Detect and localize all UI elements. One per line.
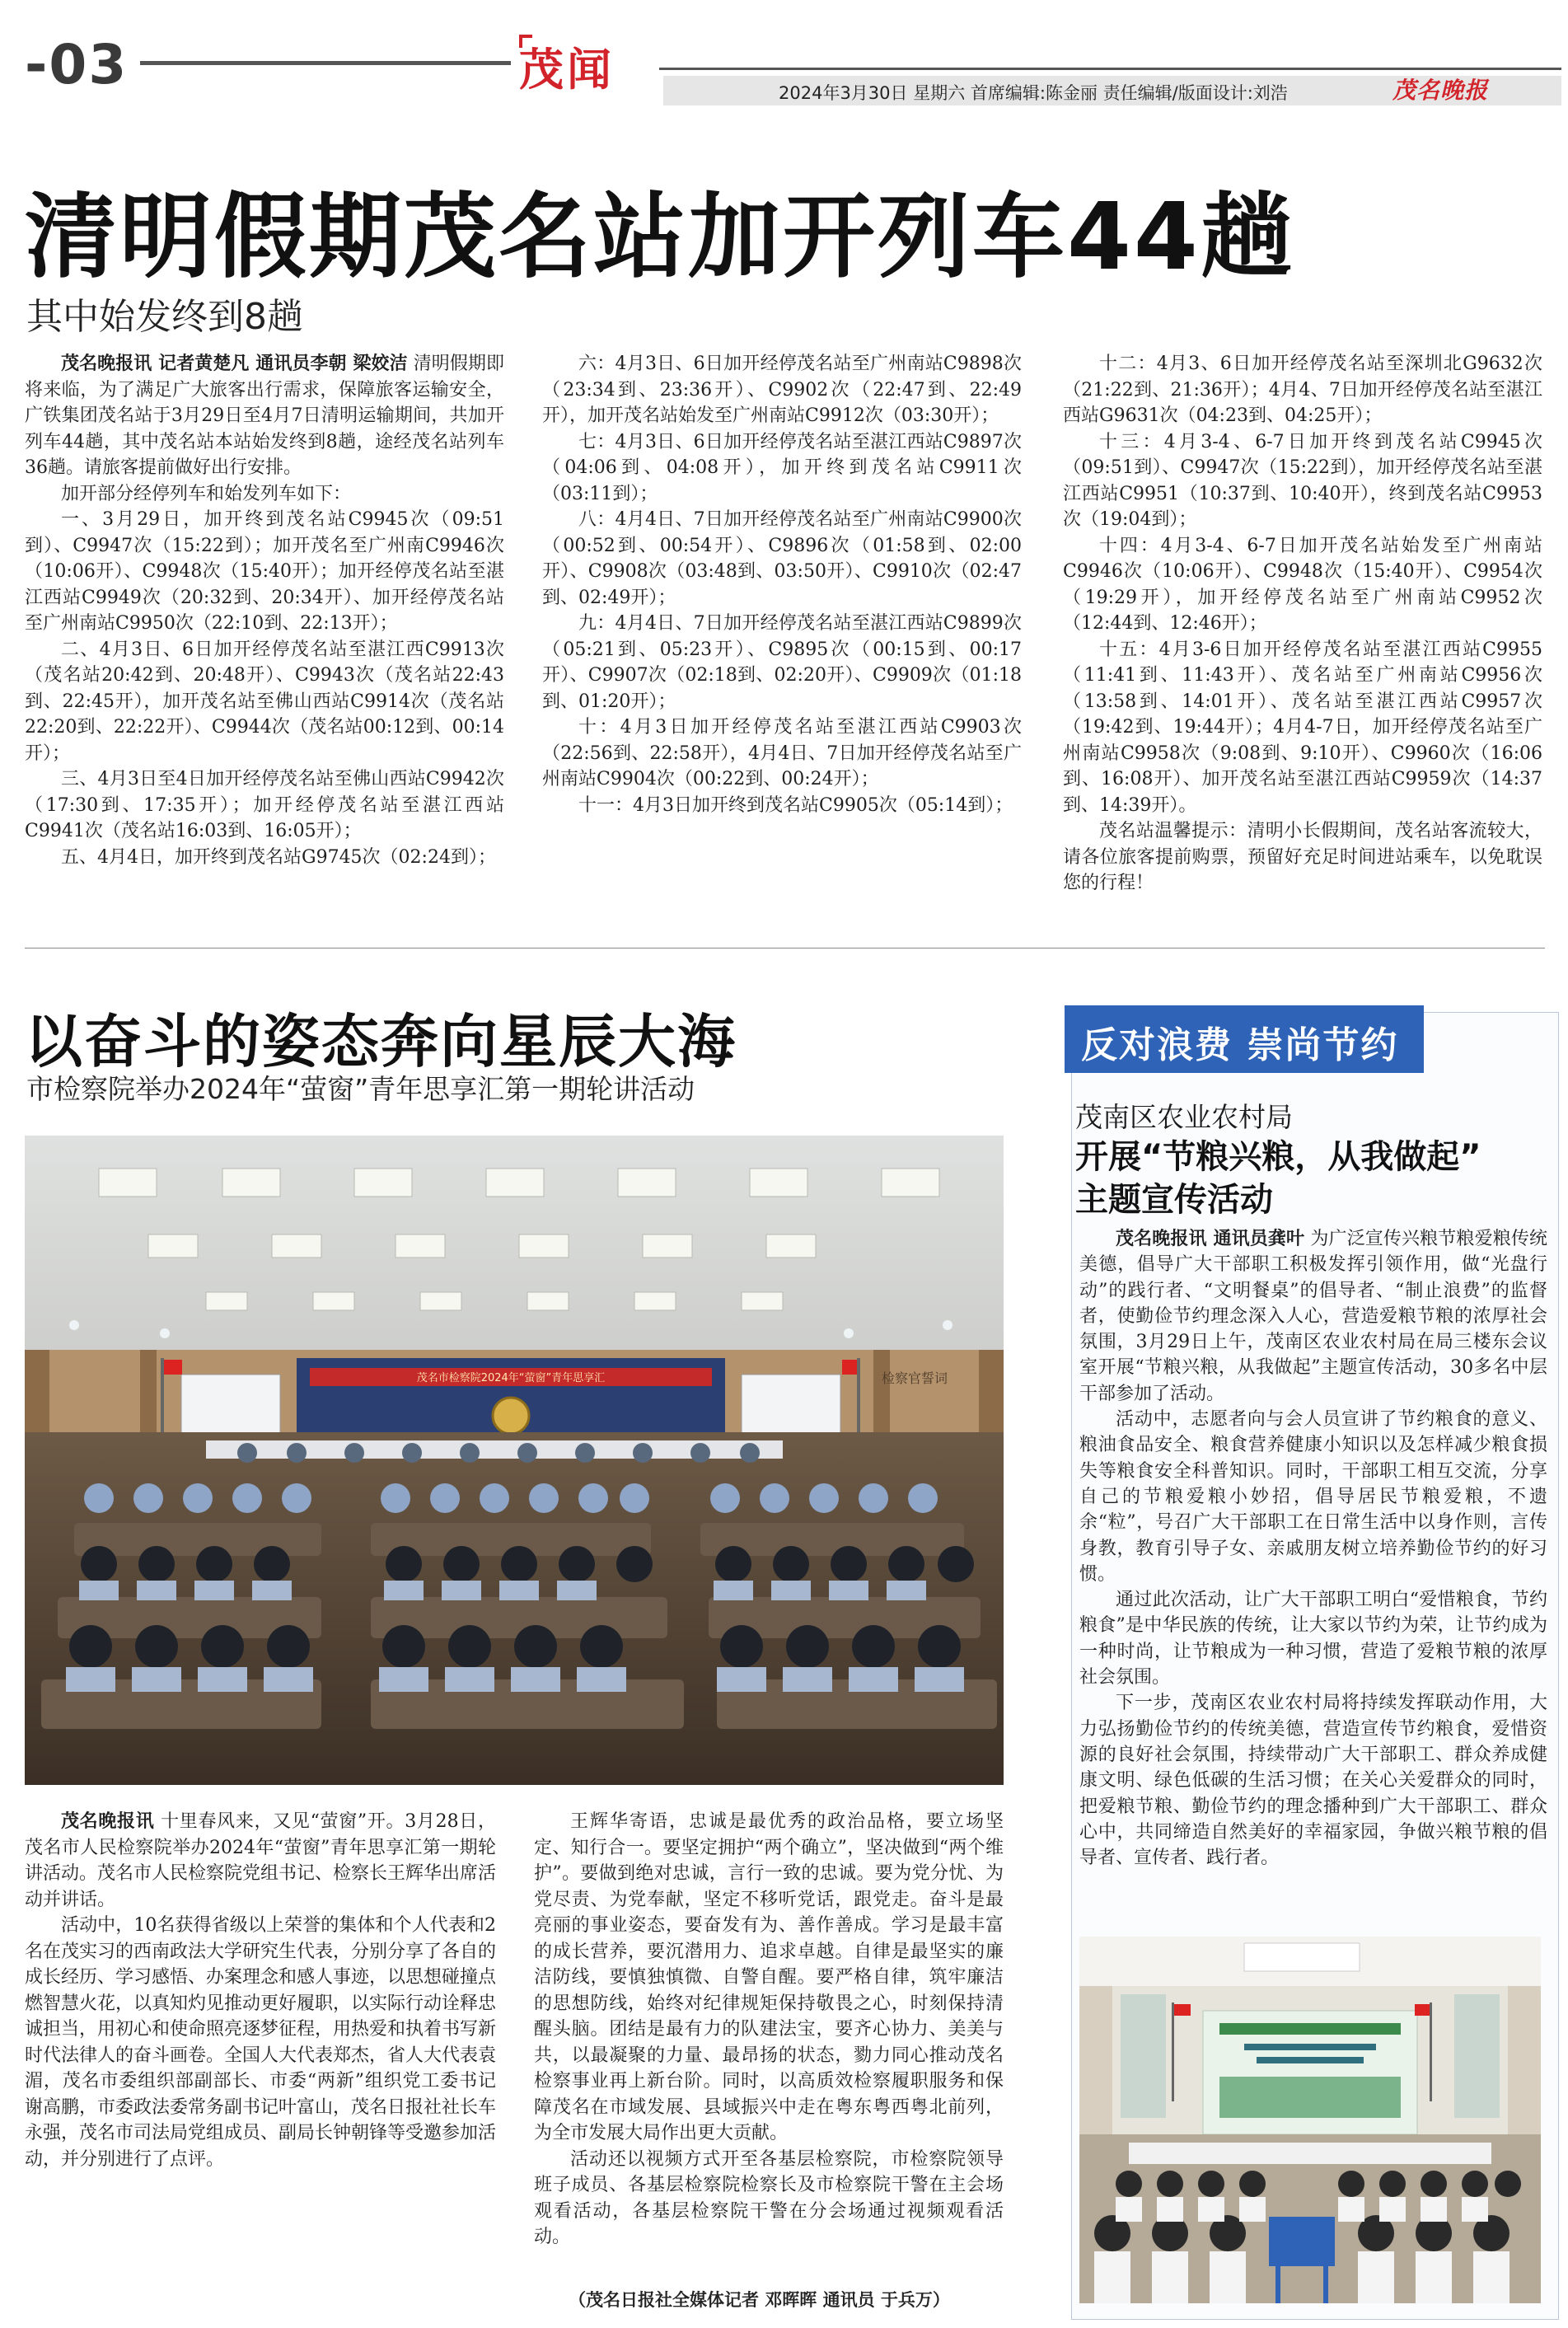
article2-headline: 以奋斗的姿态奔向星辰大海 (25, 1008, 737, 1075)
section-label: 茂闻 (519, 43, 615, 96)
article3-body (1079, 1226, 1547, 1871)
article1-paragraph: 十二：4月3、6日加开经停茂名站至深圳北G9632次（21:22到、21:36开）；4月4、7日加开经停茂名站至湛江西站G9631次（04:23到、04:25开）； (1063, 354, 1542, 426)
article1-paragraph: 八：4月4日、7日加开经停茂名站至广州南站C9900次（00:52到、00:54开）、C9896次（01:58到、02:00开）、C9908次（03:48到、03:50开）、C9910次（02:47到、02:49开）； (542, 509, 1022, 608)
article3-kicker: 茂南区农业农村局 (1075, 1101, 1293, 1133)
section-rule (659, 68, 1561, 70)
article1-paragraph: 七：4月3日、6日加开经停茂名站至湛江西站C9897次（04:06到、04:08开），加开终到茂名站C9911次（03:11到）； (542, 431, 1022, 504)
section-divider (25, 948, 1545, 949)
article3-byline: 茂名晚报讯 通讯员龚叶 (1116, 1229, 1305, 1249)
article2-photo (25, 1136, 1004, 1785)
newspaper-logo-text: 茂名晚报 (1392, 77, 1489, 104)
article1-paragraph: 十五：4月3-6日加开经停茂名站至湛江西站C9955（11:41到、11:43开）、茂名站至广州南站C9956次（13:58到、14:01开）、茂名站至湛江西站C9957次（19:42到、19:44开）；4月4-7日，加开经停茂名站至广州南站C9958次（9:08到、9:10开）、C9960次（16:06到、16:08开）、加开茂名站至湛江西站C9959次（14:37到、14:39开）。 (1063, 639, 1542, 816)
article1-paragraph: 一、3月29日，加开终到茂名站C9945次（09:51到）、C9947次（15:22到）；加开茂名至广州南C9946次（10:06开）、C9948次（15:40开）；加开经停茂名站至湛江西站C9949次（20:32到、20:34开）、加开经停茂名站至广州南站C9950次（22:10到、22:13开）； (25, 509, 504, 634)
seminar-room-illustration (1079, 1937, 1541, 2303)
article2-byline: 茂名晚报讯 (61, 1811, 155, 1832)
article1-paragraph: 十三：4月3-4、6-7日加开终到茂名站C9945次（09:51到）、C9947次（15:22到），加开经停茂名站至湛江西站C9951（10:37到、10:40开），终到茂名站C9953次（19:04到）； (1063, 431, 1542, 530)
article2-subhead: 市检察院举办2024年“萤窗”青年思享汇第一期轮讲活动 (26, 1073, 695, 1105)
article2-paragraph: 活动还以视频方式开至各基层检察院，市检察院领导班子成员、各基层检察院检察长及市检察院干警在主会场观看活动，各基层检察院干警在分会场通过视频观看活动。 (534, 2148, 1004, 2247)
article2-paragraph: 王辉华寄语，忠诚是最优秀的政治品格，要立场坚定、知行合一。要坚定拥护“两个确立”，坚决做到“两个维护”。要做到绝对忠诚，言行一致的忠诚。要为党分忧、为党尽责、为党奉献，坚定不移听党话，跟党走。奋斗是最亮丽的事业姿态，要奋发有为、善作善成。学习是最丰富的成长营养，要沉潜用力、追求卓越。自律是最坚实的廉洁防线，要慎独慎微、自警自醒。要严格自律，筑牢廉洁的思想防线，始终对纪律规矩保持敬畏之心，时刻保持清醒头脑。团结是最有力的队建法宝，要齐心协力、美美与共，以最凝聚的力量、最昂扬的状态，勠力同心推动茂名检察事业再上新台阶。同时，以高质效检察履职服务和保障茂名在市域发展、县域振兴中走在粤东粤西粤北前列，为全市发展大局作出更大贡献。 (534, 1811, 1004, 2143)
article1-column-3 (1063, 351, 1542, 897)
article1-paragraph: 加开部分经停列车和始发列车如下： (61, 483, 352, 504)
article3-photo (1079, 1937, 1541, 2303)
article1-paragraph: 九：4月4日、7日加开经停茂名站至湛江西站C9899次（05:21到、05:23开）、C9895次（00:15到、00:17开）、C9907次（02:18到、02:20开）、C9909次（01:18到、01:20开）； (542, 613, 1022, 712)
article1-paragraph: 茂名晚报讯 记者黄楚凡 通讯员李朝 梁姣洁 清明假期即将来临，为了满足广大旅客出行需求，保障旅客运输安全，广铁集团茂名站于3月29日至4月7日清明运输期间，共加开列车44趟，其中茂名站本站始发终到8趟，途经茂名站列车36趟。请旅客提前做好出行安排。 (25, 354, 504, 478)
newspaper-logo (1392, 73, 1508, 105)
article3-paragraph: 通过此次活动，让广大干部职工明白“爱惜粮食，节约粮食”是中华民族的传统，让大家以节约为荣，让节约成为一种时尚，让节粮成为一种习惯，营造了爱粮节粮的浓厚社会氛围。 (1079, 1590, 1547, 1689)
article1-paragraph: 十四：4月3-4、6-7日加开茂名站始发至广州南站C9946次（10:06开）、C9948次（15:40开）、C9954次（19:29开），加开经停茂名站至广州南站C9952次（12:44到、12:46开）； (1063, 535, 1542, 634)
article3-headline-line1: 开展“节粮兴粮，从我做起” (1075, 1138, 1481, 1176)
meeting-hall-illustration (25, 1136, 1004, 1785)
article2-credit: （茂名日报社全媒体记者 邓晖晖 通讯员 于兵万） (569, 2290, 950, 2310)
article1-paragraph: 茂名站温馨提示：清明小长假期间，茂名站客流较大，请各位旅客提前购票，预留好充足时间进站乘车，以免耽误您的行程！ (1063, 821, 1542, 893)
article1-headline: 清明假期茂名站加开列车44趟 (25, 184, 1295, 291)
article3-paragraph: 茂名晚报讯 通讯员龚叶 为广泛宣传兴粮节粮爱粮传统美德，倡导广大干部职工积极发挥引领作用，做“光盘行动”的践行者、“文明餐桌”的倡导者、“制止浪费”的监督者，使勤俭节约理念深入人心，营造爱粮节粮的浓厚社会氛围，3月29日上午，茂南区农业农村局在局三楼东会议室开展“节粮兴粮，从我做起”主题宣传活动，30多名中层干部参加了活动。 (1079, 1229, 1547, 1404)
article3-paragraph: 下一步，茂南区农业农村局将持续发挥联动作用，大力弘扬勤俭节约的传统美德，营造宣传节约粮食，爱惜资源的良好社会氛围，持续带动广大干部职工、群众养成健康文明、绿色低碳的生活习惯；在关心关爱群众的同时，把爱粮节粮、勤俭节约的理念播种到广大干部职工、群众心中，共同缔造自然美好的幸福家园，争做兴粮节粮的倡导者、宣传者、践行者。 (1079, 1693, 1547, 1869)
topic-tag-label: 反对浪费 崇尚节约 (1081, 1024, 1399, 1066)
article3-headline (1075, 1136, 1553, 1221)
article1-paragraph: 十：4月3日加开经停茂名站至湛江西站C9903次（22:56到、22:58开），4月4日、7日加开经停茂名站至广州南站C9904次（00:22到、00:24开）； (542, 717, 1022, 789)
topic-tag (1065, 1005, 1424, 1073)
article1-paragraph: 二、4月3日、6日加开经停茂名站至湛江西C9913次（茂名站20:42到、20:48开）、C9943次（茂名站22:43到、22:45开），加开茂名站至佛山西站C9914次（茂名站22:20到、22:22开）、C9944次（茂名站00:12到、00:14开）； (25, 639, 504, 764)
article3-headline-line2: 主题宣传活动 (1075, 1181, 1273, 1219)
article1-paragraph: 三、4月3日至4日加开经停茂名站至佛山西站C9942次（17:30到、17:35开）；加开经停茂名站至湛江西站C9941次（茂名站16:03到、16:05开）； (25, 769, 504, 841)
article2-paragraph: 活动中，10名获得省级以上荣誉的集体和个人代表和2名在茂实习的西南政法大学研究生代表，分别分享了各自的成长经历、学习感悟、办案理念和感人事迹，以思想碰撞点燃智慧火花，以真知灼见推动更好履职，以实际行动诠释忠诚担当，用初心和使命照亮逐梦征程，用热爱和执着书写新时代法律人的奋斗画卷。全国人大代表郑杰，省人大代表袁湄，茂名市委组织部副部长、市委“两新”组织党工委书记谢高鹏，市委政法委常务副书记叶富山，茂名日报社社长车永强，茂名市司法局党组成员、副局长钟朝锋等受邀参加活动，并分别进行了点评。 (25, 1915, 497, 2170)
dateline: 2024年3月30日 星期六 首席编辑:陈金丽 责任编辑/版面设计:刘浩 (779, 83, 1288, 103)
article1-column-2 (542, 351, 1022, 818)
article1-paragraph: 六：4月3日、6日加开经停茂名站至广州南站C9898次（23:34到、23:36开）、C9902次（22:47到、22:49开），加开茂名站始发至广州南站C9912次（03:30开）； (542, 354, 1022, 426)
article1-paragraph: 五、4月4日，加开终到茂名站G9745次（02:24到）； (61, 846, 496, 868)
page-number: -03 (25, 33, 129, 96)
article1-paragraph: 十一：4月3日加开终到茂名站C9905次（05:14到）； (578, 794, 1013, 816)
photo-banner-text: 茂名市检察院2024年“萤窗”青年思享汇 (416, 1372, 606, 1384)
header-rule (140, 61, 511, 65)
article3-paragraph: 活动中，志愿者向与会人员宣讲了节约粮食的意义、粮油食品安全、粮食营养健康小知识以及怎样减少粮食损失等粮食安全科普知识。同时，干部职工相互交流，分享自己的节粮爱粮小妙招，倡导居民节粮爱粮，不遗余“粒”，号召广大干部职工在日常生活中以身作则，言传身教，教育引导子女、亲戚朋友树立培养勤俭节约的好习惯。 (1079, 1409, 1547, 1585)
section-badge (519, 35, 644, 94)
article1-byline: 茂名晚报讯 记者黄楚凡 通讯员李朝 梁姣洁 (61, 354, 408, 374)
article2-column-1 (25, 1809, 496, 2172)
article1-subhead: 其中始发终到8趟 (26, 296, 303, 338)
article1-column-1 (25, 351, 504, 870)
article2-column-2 (534, 1809, 1004, 2251)
photo-wall-text: 检察官誓词 (881, 1370, 948, 1386)
article2-paragraph: 茂名晚报讯 十里春风来，又见“萤窗”开。3月28日，茂名市人民检察院举办2024年“萤窗”青年思享汇第一期轮讲活动。茂名市人民检察院党组书记、检察长王辉华出席活动并讲话。 (25, 1811, 497, 1910)
